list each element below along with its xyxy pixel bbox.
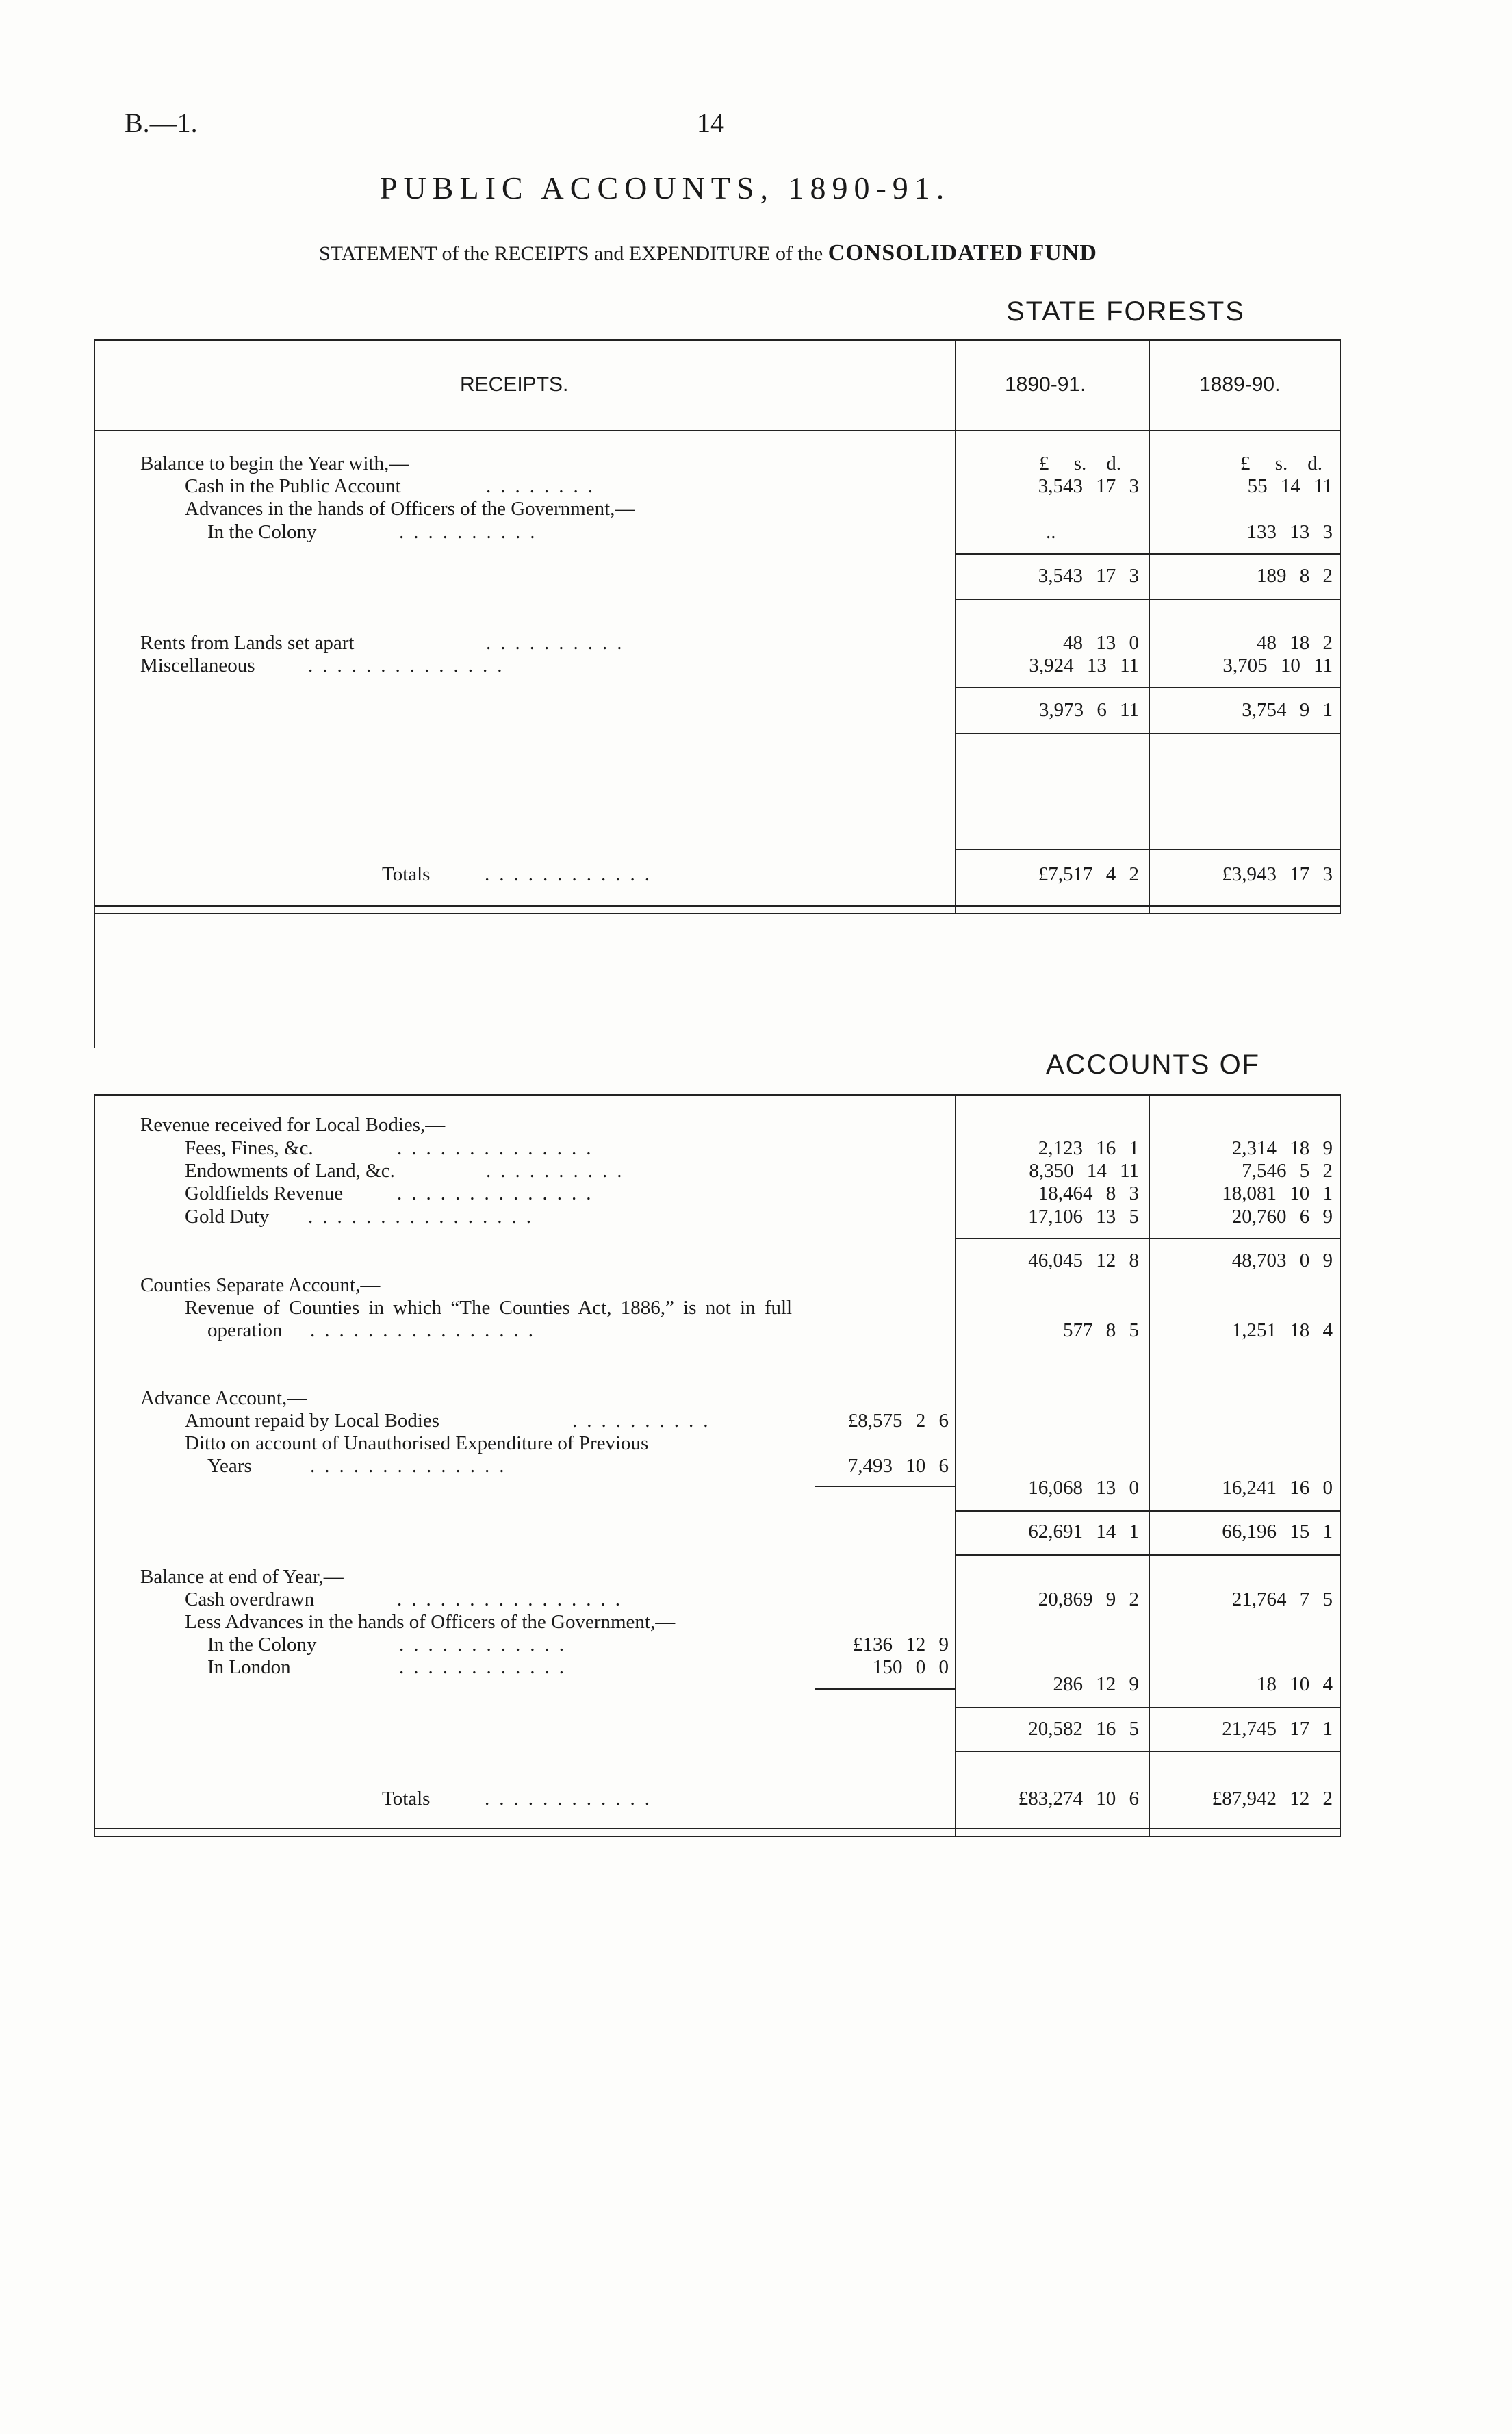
balance-in-colony <box>207 1634 574 1656</box>
subtotal2-rule-bottom <box>955 733 1340 734</box>
revenue-gold-duty <box>185 1206 541 1228</box>
table1-header-rule <box>94 430 1340 431</box>
leader-dots: ................ <box>310 1319 543 1341</box>
page-title: PUBLIC ACCOUNTS, 1890-91. <box>380 170 951 205</box>
leader-dots: ............ <box>399 1634 574 1656</box>
balance-less-advances: Less Advances in the hands of Officers of the Government,— <box>185 1611 676 1633</box>
revenue-subtotal-1889: 48,703 0 9 <box>1231 1250 1333 1271</box>
revenue-heading: Revenue received for Local Bodies,— <box>140 1114 446 1136</box>
gold-duty-1889: 20,760 6 9 <box>1231 1206 1333 1228</box>
advance-line1 <box>185 1410 718 1432</box>
net-balance-1890: 20,582 16 5 <box>1028 1718 1139 1740</box>
col-header-1889-90: 1889-90. <box>1199 373 1281 396</box>
page-number: 14 <box>697 107 724 138</box>
subtotal1-1890: 3,543 17 3 <box>1038 565 1139 587</box>
accounts-subtotal-1889: 66,196 15 1 <box>1222 1521 1333 1543</box>
fees-1889: 2,314 18 9 <box>1231 1137 1333 1159</box>
row-miscellaneous <box>140 655 512 676</box>
balance-end-heading: Balance at end of Year,— <box>140 1566 344 1588</box>
table2-divider-1 <box>955 1094 956 1837</box>
row-label: Goldfields Revenue <box>185 1182 344 1204</box>
row-label: Cash overdrawn <box>185 1588 315 1610</box>
leader-dots: .............. <box>397 1182 601 1204</box>
gold-duty-1890: 17,106 13 5 <box>1028 1206 1139 1228</box>
fees-1890: 2,123 16 1 <box>1038 1137 1139 1159</box>
leader-dots: .......... <box>486 1160 632 1182</box>
row-cash-public-account <box>185 475 602 497</box>
goldfields-1889: 18,081 10 1 <box>1222 1182 1333 1204</box>
counties-line1: Revenue of Counties in which “The Counties Act, 1886,” is not in full <box>185 1297 793 1319</box>
cash-overdrawn-1890: 20,869 9 2 <box>1038 1588 1139 1610</box>
colony-amount: £136 12 9 <box>853 1634 949 1656</box>
leader-dots: ............ <box>485 1788 659 1810</box>
totals1-1889: £3,943 17 3 <box>1222 863 1333 885</box>
row-label: Cash in the Public Account <box>185 475 401 497</box>
unit-shillings: s. <box>1274 453 1288 474</box>
goldfields-1890: 18,464 8 3 <box>1038 1182 1139 1204</box>
row-label: Gold Duty <box>185 1206 270 1228</box>
cash-public-1889: 55 14 11 <box>1247 475 1333 497</box>
table1-divider-1 <box>955 339 956 914</box>
subtotal2-rule <box>955 687 1340 688</box>
subtotal1-rule-bottom <box>955 599 1340 600</box>
advance-line3-amount: 7,493 10 6 <box>847 1455 949 1477</box>
advance-subrule <box>815 1486 955 1487</box>
row-label: In the Colony <box>207 521 317 543</box>
revenue-subtotal-rule <box>955 1238 1340 1239</box>
row-totals-1 <box>382 863 659 885</box>
table1-bottom-rule-2 <box>94 913 1340 914</box>
table2-bottom-rule-2 <box>94 1836 1340 1837</box>
statement-fund: CONSOLIDATED FUND <box>828 240 1097 266</box>
colony-1889: 133 13 3 <box>1246 521 1333 543</box>
accounts-of-title: ACCOUNTS OF <box>1046 1050 1261 1080</box>
counties-line2 <box>207 1319 543 1341</box>
table1-top-rule <box>94 339 1340 341</box>
row-label: Years <box>207 1455 252 1477</box>
statement-line <box>319 240 1097 266</box>
unit-pounds: £ <box>1240 453 1251 474</box>
accounts-subtotal-1890: 62,691 14 1 <box>1028 1521 1139 1543</box>
leader-dots: .............. <box>310 1455 514 1477</box>
advances-1890: 286 12 9 <box>1053 1673 1139 1695</box>
revenue-subtotal-1890: 46,045 12 8 <box>1028 1250 1139 1271</box>
unit-pounds: £ <box>1039 453 1049 474</box>
row-totals-2 <box>382 1788 659 1810</box>
accounts-subtotal-rule-bottom <box>955 1554 1340 1556</box>
rents-1889: 48 18 2 <box>1257 632 1333 654</box>
leader-dots: ................ <box>308 1206 541 1228</box>
row-label: Amount repaid by Local Bodies <box>185 1410 440 1432</box>
subtotal1-rule <box>955 553 1340 555</box>
table2-divider-2 <box>1149 1094 1150 1837</box>
london-amount: 150 0 0 <box>873 1656 949 1678</box>
balance-in-london <box>207 1656 574 1678</box>
subtotal2-1889: 3,754 9 1 <box>1242 699 1333 721</box>
balance-cash-overdrawn <box>185 1588 630 1610</box>
colony-1890: .. <box>1046 521 1056 543</box>
unit-pence: d. <box>1307 453 1323 474</box>
advance-1889: 16,241 16 0 <box>1222 1477 1333 1499</box>
advances-1889: 18 10 4 <box>1257 1673 1333 1695</box>
cash-overdrawn-1889: 21,764 7 5 <box>1231 1588 1333 1610</box>
table2-left-rule <box>94 1094 95 1837</box>
row-in-the-colony <box>207 521 545 543</box>
row-label: In London <box>207 1656 291 1678</box>
totals2-1890: £83,274 10 6 <box>1018 1788 1139 1810</box>
row-advances-officers: Advances in the hands of Officers of the Government,— <box>185 498 635 520</box>
leader-dots: .......... <box>399 521 545 543</box>
leader-dots: ................ <box>397 1588 630 1610</box>
subtotal1-1889: 189 8 2 <box>1257 565 1333 587</box>
accounts-subtotal-rule <box>955 1510 1340 1512</box>
state-forests-title: STATE FORESTS <box>1006 296 1245 327</box>
subtotal2-1890: 3,973 6 11 <box>1038 699 1139 721</box>
advance-line3 <box>207 1455 514 1477</box>
row-label: Fees, Fines, &c. <box>185 1137 313 1159</box>
statement-prefix: STATEMENT of the RECEIPTS and EXPENDITURE of the <box>319 242 823 265</box>
revenue-goldfields <box>185 1182 601 1204</box>
endowments-1889: 7,546 5 2 <box>1242 1160 1333 1182</box>
advance-line1-amount: £8,575 2 6 <box>847 1410 949 1432</box>
endowments-1890: 8,350 14 11 <box>1029 1160 1139 1182</box>
totals-label: Totals <box>382 1788 431 1810</box>
row-label: Rents from Lands set apart <box>140 632 355 654</box>
net-balance-rule <box>955 1707 1340 1708</box>
leader-dots: .......... <box>572 1410 718 1432</box>
col-header-receipts: RECEIPTS. <box>460 373 569 396</box>
revenue-fees <box>185 1137 601 1159</box>
leader-dots: ............ <box>399 1656 574 1678</box>
table2-bottom-rule-1 <box>94 1828 1340 1829</box>
leader-dots: .............. <box>397 1137 601 1159</box>
units-1889-90 <box>1240 453 1322 474</box>
table2-top-rule <box>94 1094 1340 1096</box>
leader-dots: ............ <box>485 863 659 885</box>
totals1-rule <box>955 849 1340 850</box>
table1-bottom-rule-1 <box>94 905 1340 907</box>
leader-dots: ........ <box>486 475 602 497</box>
unit-pence: d. <box>1106 453 1122 474</box>
counties-1889: 1,251 18 4 <box>1231 1319 1333 1341</box>
net-balance-1889: 21,745 17 1 <box>1222 1718 1333 1740</box>
counties-1890: 577 8 5 <box>1063 1319 1139 1341</box>
cash-public-1890: 3,543 17 3 <box>1038 475 1139 497</box>
rents-1890: 48 13 0 <box>1063 632 1139 654</box>
col-header-1890-91: 1890-91. <box>1005 373 1086 396</box>
misc-1889: 3,705 10 11 <box>1222 655 1333 676</box>
row-label: Endowments of Land, &c. <box>185 1160 395 1182</box>
advance-heading: Advance Account,— <box>140 1387 307 1409</box>
table2-right-rule <box>1340 1094 1341 1837</box>
table1-right-rule <box>1340 339 1341 914</box>
net-balance-rule-bottom <box>955 1751 1340 1752</box>
table1-left-rule <box>94 339 95 1048</box>
table1-divider-2 <box>1149 339 1150 914</box>
row-label: In the Colony <box>207 1634 317 1656</box>
row-rents-lands <box>140 632 632 654</box>
misc-1890: 3,924 13 11 <box>1029 655 1139 676</box>
totals-label: Totals <box>382 863 431 885</box>
leader-dots: .......... <box>486 632 632 654</box>
revenue-endowments <box>185 1160 632 1182</box>
leader-dots: .............. <box>308 655 512 676</box>
totals1-1890: £7,517 4 2 <box>1038 863 1139 885</box>
page-ref: B.—1. <box>125 107 198 138</box>
balance-subrule <box>815 1688 955 1690</box>
row-label: Miscellaneous <box>140 655 255 676</box>
unit-shillings: s. <box>1073 453 1087 474</box>
row-balance-begin: Balance to begin the Year with,— <box>140 453 409 474</box>
row-label: operation <box>207 1319 283 1341</box>
advance-1890: 16,068 13 0 <box>1028 1477 1139 1499</box>
counties-heading: Counties Separate Account,— <box>140 1274 381 1296</box>
totals2-1889: £87,942 12 2 <box>1212 1788 1333 1810</box>
advance-line2: Ditto on account of Unauthorised Expenditure of Previous <box>185 1432 649 1454</box>
units-1890-91 <box>1039 453 1121 474</box>
